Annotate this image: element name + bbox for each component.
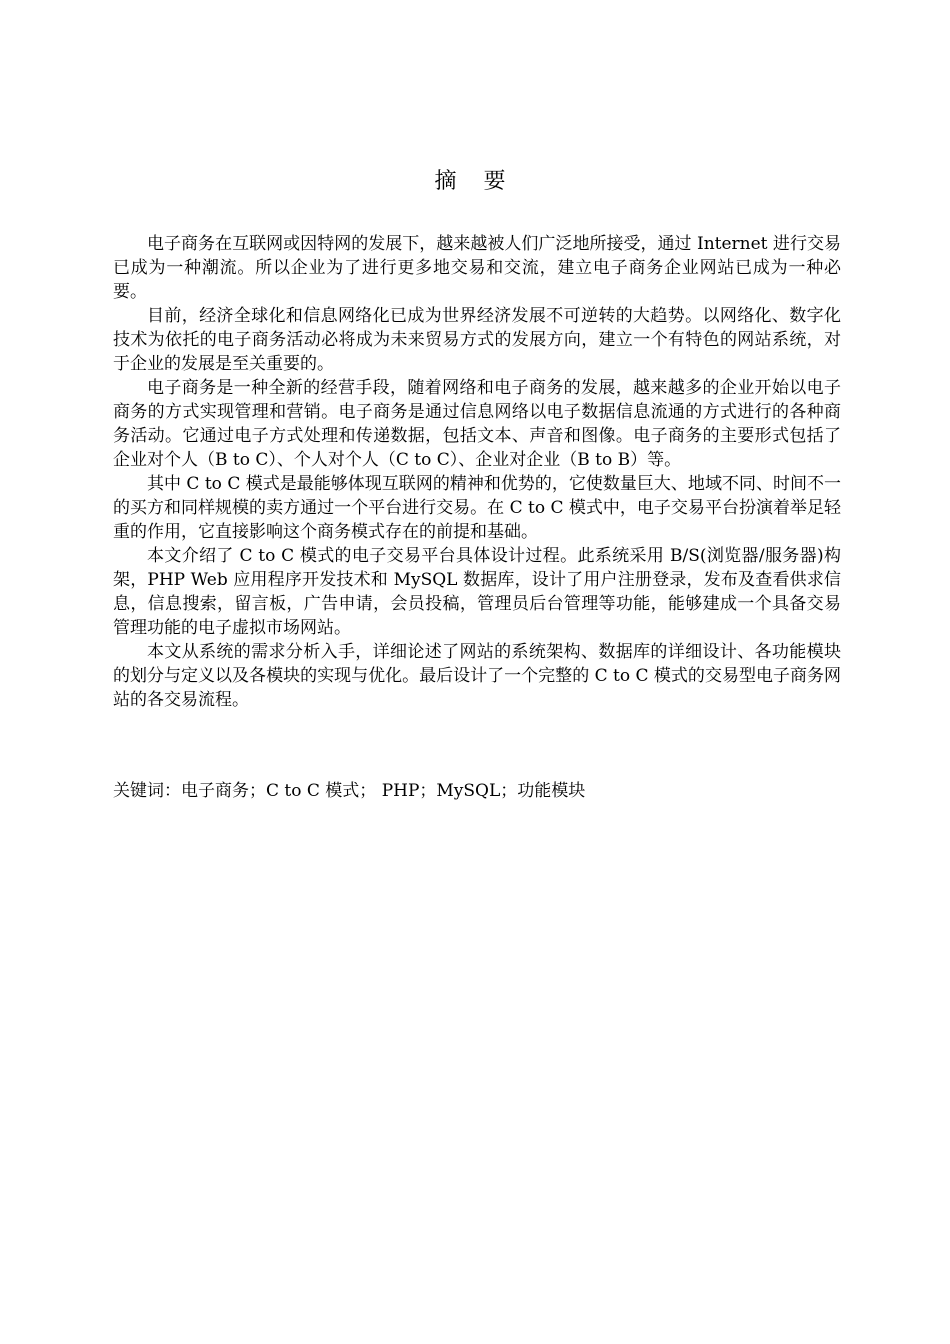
abstract-paragraph-2: 目前，经济全球化和信息网络化已成为世界经济发展不可逆转的大趋势。以网络化、数字化技术为依托的电子商务活动必将成为未来贸易方式的发展方向，建立一个有特色的网站系统，对于企业的发展是至关重要的。	[113, 306, 841, 374]
abstract-paragraph-4: 其中 C to C 模式是最能够体现互联网的精神和优势的，它使数量巨大、地域不同、时间不一的买方和同样规模的卖方通过一个平台进行交易。在 C to C 模式中，电子交易平台扮演着举足轻重的作用，它直接影响这个商务模式存在的前提和基础。	[113, 474, 841, 542]
abstract-body	[113, 232, 841, 712]
abstract-title: 摘 要	[434, 169, 516, 194]
abstract-paragraph-5: 本文介绍了 C to C 模式的电子交易平台具体设计过程。此系统采用 B/S(浏览器/服务器)构架，PHP Web 应用程序开发技术和 MySQL 数据库，设计了用户注册登录，发布及查看供求信息，信息搜索，留言板，广告申请，会员投稿，管理员后台管理等功能，能够建成一个具备交易管理功能的电子虚拟市场网站。	[113, 546, 841, 638]
abstract-paragraph-1: 电子商务在互联网或因特网的发展下，越来越被人们广泛地所接受，通过 Internet 进行交易已成为一种潮流。所以企业为了进行更多地交易和交流，建立电子商务企业网站已成为一种必要。	[113, 234, 841, 302]
abstract-paragraph-6: 本文从系统的需求分析入手，详细论述了网站的系统架构、数据库的详细设计、各功能模块的划分与定义以及各模块的实现与优化。最后设计了一个完整的 C to C 模式的交易型电子商务网站的各交易流程。	[113, 642, 841, 710]
abstract-paragraph-3: 电子商务是一种全新的经营手段，随着网络和电子商务的发展，越来越多的企业开始以电子商务的方式实现管理和营销。电子商务是通过信息网络以电子数据信息流通的方式进行的各种商务活动。它通过电子方式处理和传递数据，包括文本、声音和图像。电子商务的主要形式包括了企业对个人（B to C）、个人对个人（C to C）、企业对企业（B to B）等。	[113, 378, 841, 470]
keywords-line: 关键词：电子商务；C to C 模式； PHP；MySQL；功能模块	[113, 781, 586, 801]
